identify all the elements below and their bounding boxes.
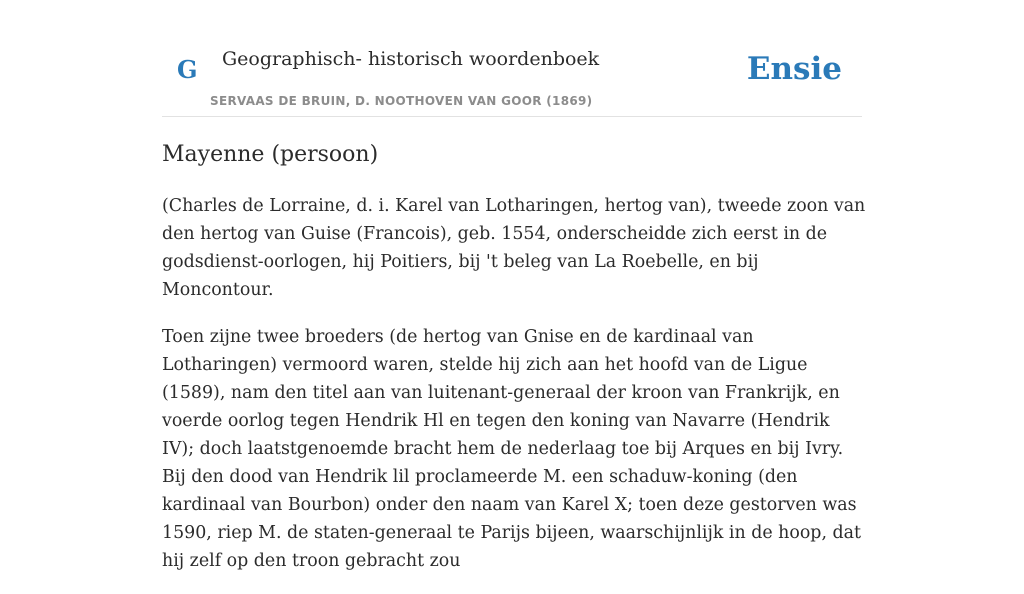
entry-content (162, 192, 867, 594)
ensie-logo-link[interactable]: Ensie (746, 51, 842, 87)
entry-title: Mayenne (persoon) (162, 142, 379, 167)
book-title-link[interactable]: Geographisch- historisch woordenboek (222, 48, 600, 70)
book-authors: SERVAAS DE BRUIN, D. NOOTHOVEN VAN GOOR (1869) (210, 94, 593, 108)
entry-paragraph: Toen zijne twee broeders (de hertog van Gnise en de kardinaal van Lotharingen) vermoord waren, stelde hij zich aan het hoofd van de Ligue (1589), nam den titel aan van luitenant-generaal der kroon van Frankrijk, en voerde oorlog tegen Hendrik Hl en tegen den koning van Navarre (Hendrik IV); doch laatstgenoemde bracht hem de nederlaag toe bij Arques en bij Ivry. Bij den dood van Hendrik lil proclameerde M. een schaduw-koning (den kardinaal van Bourbon) onder den naam van Karel X; toen deze gestorven was 1590, riep M. de staten-generaal te Parijs bijeen, waarschijnlijk in de hoop, dat hij zelf op den troon gebracht zou (162, 327, 861, 571)
page (162, 0, 866, 571)
entry-paragraph: (Charles de Lorraine, d. i. Karel van Lotharingen, hertog van), tweede zoon van den hertog van Guise (Francois), geb. 1554, onderscheidde zich eerst in de godsdienst-oorlogen, hij Poitiers, bij 't beleg van La Roebelle, en bij Moncontour. (162, 196, 866, 300)
book-letter-icon[interactable]: G (177, 55, 198, 84)
book-header (162, 0, 862, 117)
